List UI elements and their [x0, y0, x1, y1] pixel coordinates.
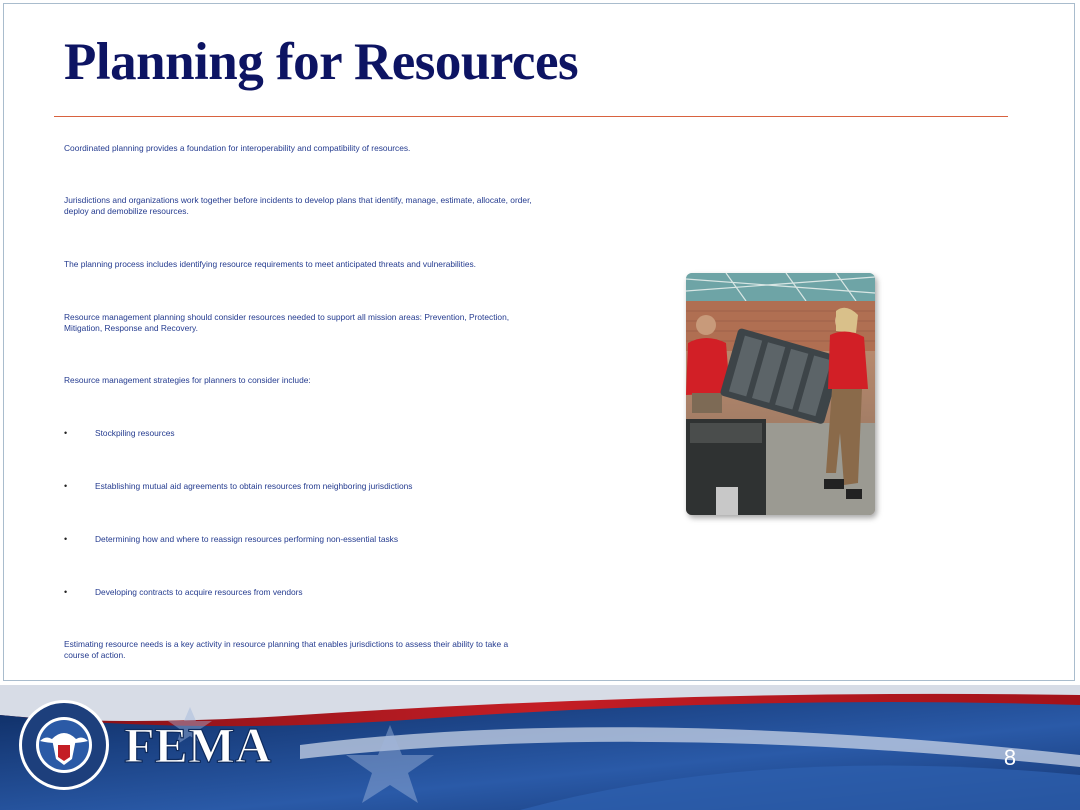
bullet-reassign: Determining how and where to reassign resources performing non-essential tasks — [95, 534, 399, 544]
slide-title: Planning for Resources — [64, 33, 579, 91]
slide-content-frame — [3, 3, 1075, 681]
page-number: 8 — [1003, 745, 1017, 770]
bullet-contracts: Developing contracts to acquire resources from vendors — [95, 587, 303, 597]
paragraph-estimating-needs: Estimating resource needs is a key activity in resource planning that enables jurisdictions to assess their ability to take a course of action. — [64, 639, 509, 660]
bullet-marker: • — [64, 534, 68, 544]
warehouse-photo — [686, 273, 875, 515]
paragraph-strategies-intro: Resource management strategies for planners to consider include: — [64, 375, 311, 385]
paragraph-planning-process: The planning process includes identifying resource requirements to meet anticipated threats and vulnerabilities. — [64, 259, 477, 269]
paragraph-mission-areas: Resource management planning should consider resources needed to support all mission areas: Prevention, Protection, Mitigation, Response and Recovery. — [64, 312, 510, 333]
bullet-marker: • — [64, 587, 68, 597]
title-divider — [54, 116, 1008, 117]
paragraph-coordinated-planning: Coordinated planning provides a foundation for interoperability and compatibility of resources. — [64, 143, 411, 153]
paragraph-jurisdictions: Jurisdictions and organizations work together before incidents to develop plans that identify, manage, estimate, allocate, order, deploy and demobilize resources. — [64, 195, 532, 216]
fema-logo — [122, 712, 282, 772]
dhs-seal-icon — [18, 699, 110, 791]
bullet-stockpiling: Stockpiling resources — [95, 428, 175, 438]
bullet-marker: • — [64, 481, 68, 491]
fema-logo-text: FEMA — [124, 717, 272, 772]
bullet-marker: • — [64, 428, 68, 438]
bullet-mutual-aid: Establishing mutual aid agreements to obtain resources from neighboring jurisdictions — [95, 481, 413, 491]
